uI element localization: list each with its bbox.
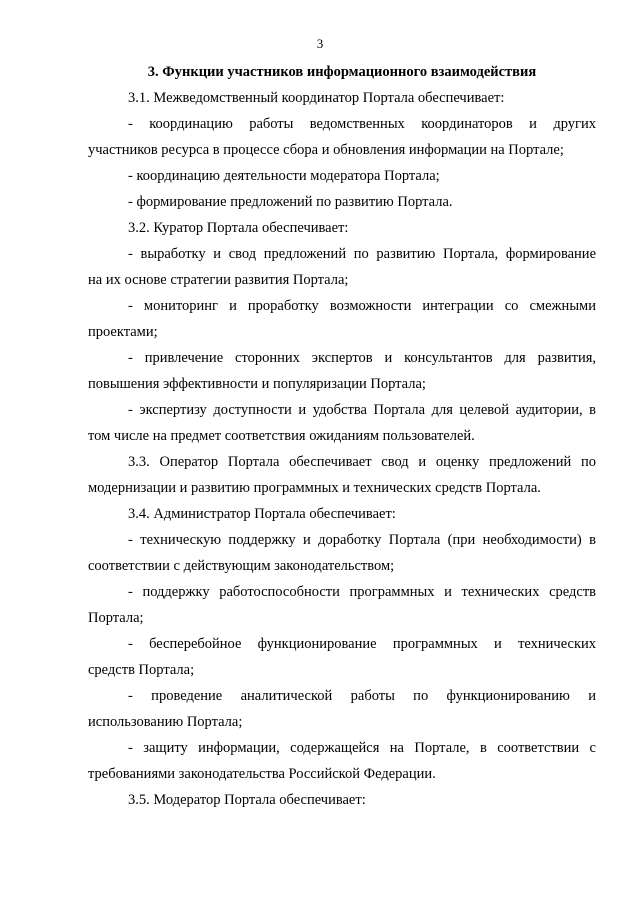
paragraph-line: повышения эффективности и популяризации Портала;	[88, 376, 426, 392]
paragraph-item	[88, 116, 596, 158]
paragraph-line: требованиями законодательства Российской Федерации.	[88, 766, 436, 782]
paragraph-line: 3.2. Куратор Портала обеспечивает:	[128, 220, 349, 236]
paragraph-item	[88, 168, 596, 184]
paragraph-line: средств Портала;	[88, 662, 195, 678]
paragraph-line: 3.5. Модератор Портала обеспечивает:	[128, 792, 366, 808]
paragraph-line: - поддержку работоспособности программных и технических средств	[128, 584, 596, 600]
paragraph-line: - экспертизу доступности и удобства Портала для целевой аудитории, в	[128, 402, 596, 418]
paragraph-3-3	[88, 454, 596, 496]
paragraph-3-5	[88, 792, 596, 808]
paragraph-line: - координацию работы ведомственных координаторов и других	[128, 116, 596, 132]
paragraph-line: 3.1. Межведомственный координатор Портала обеспечивает:	[128, 90, 505, 106]
paragraph-item	[88, 688, 596, 730]
page-number: 3	[316, 36, 324, 51]
paragraph-3-2	[88, 220, 596, 236]
paragraph-item	[88, 350, 596, 392]
paragraph-line: том числе на предмет соответствия ожиданиям пользователей.	[88, 428, 475, 444]
paragraph-line: проектами;	[88, 324, 158, 340]
section-heading: 3. Функции участников информационного взаимодействия	[147, 64, 537, 80]
paragraph-item	[88, 194, 596, 210]
paragraph-item	[88, 584, 596, 626]
paragraph-line: - мониторинг и проработку возможности интеграции со смежными	[128, 298, 596, 314]
paragraph-3-1	[88, 90, 596, 106]
paragraph-item	[88, 298, 596, 340]
paragraph-line: участников ресурса в процессе сбора и обновления информации на Портале;	[88, 142, 564, 158]
paragraph-line: - привлечение сторонних экспертов и консультантов для развития,	[128, 350, 596, 366]
paragraph-line: на их основе стратегии развития Портала;	[88, 272, 349, 288]
paragraph-line: - защиту информации, содержащейся на Портале, в соответствии с	[128, 740, 596, 756]
paragraph-item	[88, 740, 596, 782]
paragraph-line: Портала;	[88, 610, 144, 626]
paragraph-line: - координацию деятельности модератора Портала;	[128, 168, 440, 184]
document-body	[88, 64, 596, 818]
paragraph-line: использованию Портала;	[88, 714, 243, 730]
paragraph-3-4	[88, 506, 596, 522]
paragraph-line: - бесперебойное функционирование программных и технических	[128, 636, 596, 652]
paragraph-item	[88, 402, 596, 444]
paragraph-line: - проведение аналитической работы по функционированию и	[128, 688, 596, 704]
paragraph-line: модернизации и развитию программных и технических средств Портала.	[88, 480, 541, 496]
paragraph-item	[88, 246, 596, 288]
paragraph-line: - выработку и свод предложений по развитию Портала, формирование	[128, 246, 596, 262]
paragraph-line: 3.3. Оператор Портала обеспечивает свод и оценку предложений по	[128, 454, 596, 470]
paragraph-line: - техническую поддержку и доработку Портала (при необходимости) в	[128, 532, 596, 548]
paragraph-line: 3.4. Администратор Портала обеспечивает:	[128, 506, 396, 522]
paragraph-line: - формирование предложений по развитию Портала.	[128, 194, 453, 210]
paragraph-item	[88, 532, 596, 574]
paragraph-line: соответствии с действующим законодательством;	[88, 558, 395, 574]
paragraph-item	[88, 636, 596, 678]
